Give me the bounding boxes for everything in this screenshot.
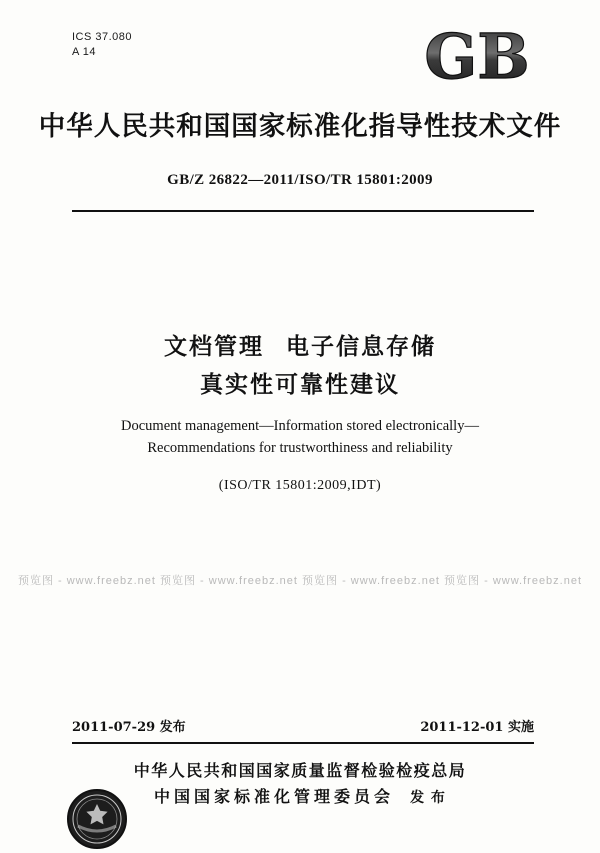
title-cn-part2: 电子信息存储	[286, 333, 436, 360]
top-divider	[72, 210, 534, 212]
ics-block	[72, 30, 132, 60]
document-title-cn	[0, 328, 600, 404]
official-seal-icon	[66, 788, 128, 850]
title-cn-line2: 真实性可靠性建议	[200, 371, 400, 398]
bottom-divider	[72, 742, 534, 744]
publish-label: 发 布	[410, 790, 446, 806]
document-title-en	[0, 415, 600, 459]
issue-date: 2011-07-29 发布	[72, 720, 186, 735]
series-title: 中华人民共和国国家标准化指导性技术文件	[38, 111, 562, 142]
date-row	[72, 716, 534, 734]
classification-code: A 14	[72, 46, 97, 58]
title-en-line2: Recommendations for trustworthiness and reliability	[147, 440, 453, 456]
idt-reference: (ISO/TR 15801:2009,IDT)	[218, 478, 382, 493]
standard-number: GB/Z 26822—2011/ISO/TR 15801:2009	[167, 172, 433, 188]
svg-text:GB: GB	[424, 22, 530, 88]
implementation-date: 2011-12-01 实施	[420, 720, 534, 735]
issuer-org-1: 中华人民共和国国家质量监督检验检疫总局	[133, 761, 467, 780]
title-cn-part1: 文档管理	[164, 333, 264, 360]
ics-code: ICS 37.080	[72, 31, 133, 43]
title-en-line1: Document management—Information stored electronically—	[121, 418, 479, 434]
issuer-org-2: 中国国家标准化管理委员会	[154, 787, 395, 806]
watermark-text: 预览图 - www.freebz.net 预览图 - www.freebz.net 预览图 - www.freebz.net 预览图 - www.freebz.net	[17, 575, 583, 587]
gb-logo-icon	[418, 22, 536, 88]
